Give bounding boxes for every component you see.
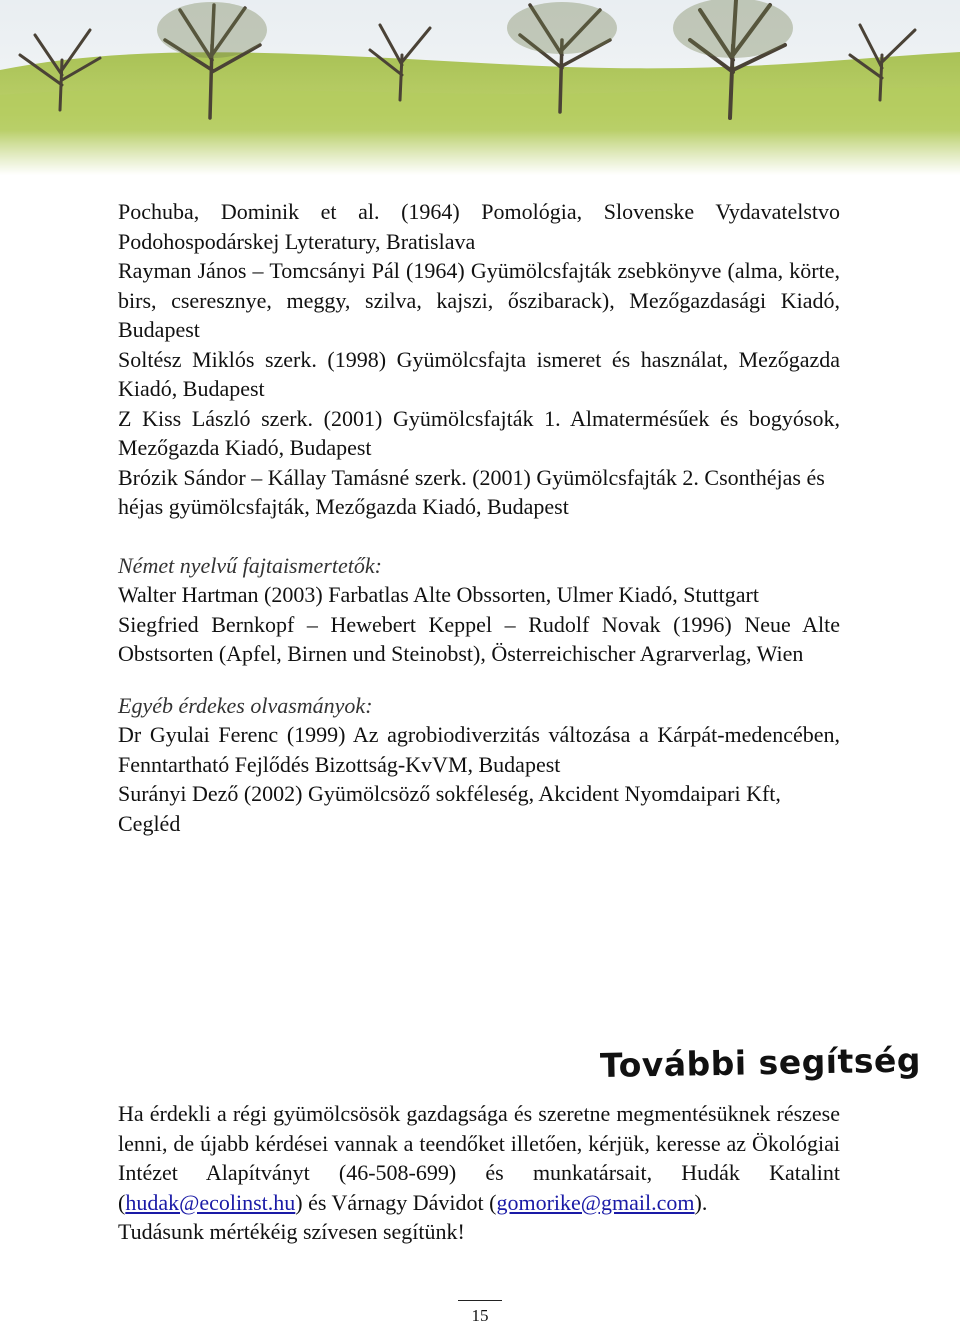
other-reading-heading: Egyéb érdekes olvasmányok:: [118, 692, 373, 718]
orchard-banner-image: [0, 0, 960, 175]
help-text: ).: [694, 1189, 708, 1215]
spacer: [118, 669, 840, 691]
reference-item: Soltész Miklós szerk. (1998) Gyümölcsfajta ismeret és használat, Mezőgazda Kiadó, Budapest: [118, 346, 840, 401]
help-paragraph: [118, 1099, 840, 1217]
help-text: ) és Várnagy Dávidot (: [295, 1189, 497, 1215]
help-text: Ha érdekli a régi gyümölcsösök gazdagsága és szeretne megmentésüknek részese lenni, de újabb kérdései vannak a teendőket illetően, kérjük, keresse az Ökológiai Intézet Alapítványt (46-508-699) és munkatársait, Hudák Katalint (: [118, 1101, 840, 1215]
reference-item: Dr Gyulai Ferenc (1999) Az agrobiodiverzitás változása a Kárpát-medencében, Fenntartható Fejlődés Bizottság-KvVM, Budapest: [118, 722, 840, 777]
help-closing: Tudásunk mértékéig szívesen segítünk!: [118, 1219, 465, 1244]
reference-item: Siegfried Bernkopf – Hewebert Keppel – Rudolf Novak (1996) Neue Alte Obstsorten (Apfel, Birnen und Steinobst), Österreichischer Agrarverlag, Wien: [118, 611, 840, 666]
reference-item: Rayman János – Tomcsányi Pál (1964) Gyümölcsfajták zsebkönyve (alma, körte, birs, cseresznye, meggy, szilva, kajszi, őszibarack), Mezőgazdasági Kiadó, Budapest: [118, 258, 840, 342]
page-number: 15: [458, 1300, 502, 1327]
reference-item: Pochuba, Dominik et al. (1964) Pomológia, Slovenske Vydavatelstvo Podohospodárskej Lyteratury, Bratislava: [118, 199, 840, 254]
reference-item: Surányi Dező (2002) Gyümölcsöző sokféleség, Akcident Nyomdaipari Kft, Cegléd: [118, 781, 781, 836]
orchard-photo-icon: [0, 0, 960, 175]
german-sources-heading: Német nyelvű fajtaismertetők:: [118, 552, 382, 578]
reference-item: Walter Hartman (2003) Farbatlas Alte Obssorten, Ulmer Kiadó, Stuttgart: [118, 582, 759, 607]
references-section: [118, 197, 840, 838]
email-link-gomorike[interactable]: gomorike@gmail.com: [496, 1189, 695, 1215]
help-section: [118, 1099, 840, 1247]
email-link-hudak[interactable]: hudak@ecolinst.hu: [125, 1189, 296, 1215]
reference-item: Z Kiss László szerk. (2001) Gyümölcsfajták 1. Almatermésűek és bogyósok, Mezőgazda Kiadó, Budapest: [118, 405, 840, 460]
reference-item: Brózik Sándor – Kállay Tamásné szerk. (2001) Gyümölcsfajták 2. Csonthéjas és héjas gyümölcsfajták, Mezőgazda Kiadó, Budapest: [118, 464, 825, 519]
spacer: [118, 522, 840, 551]
further-help-title: További segítség: [599, 1040, 922, 1085]
